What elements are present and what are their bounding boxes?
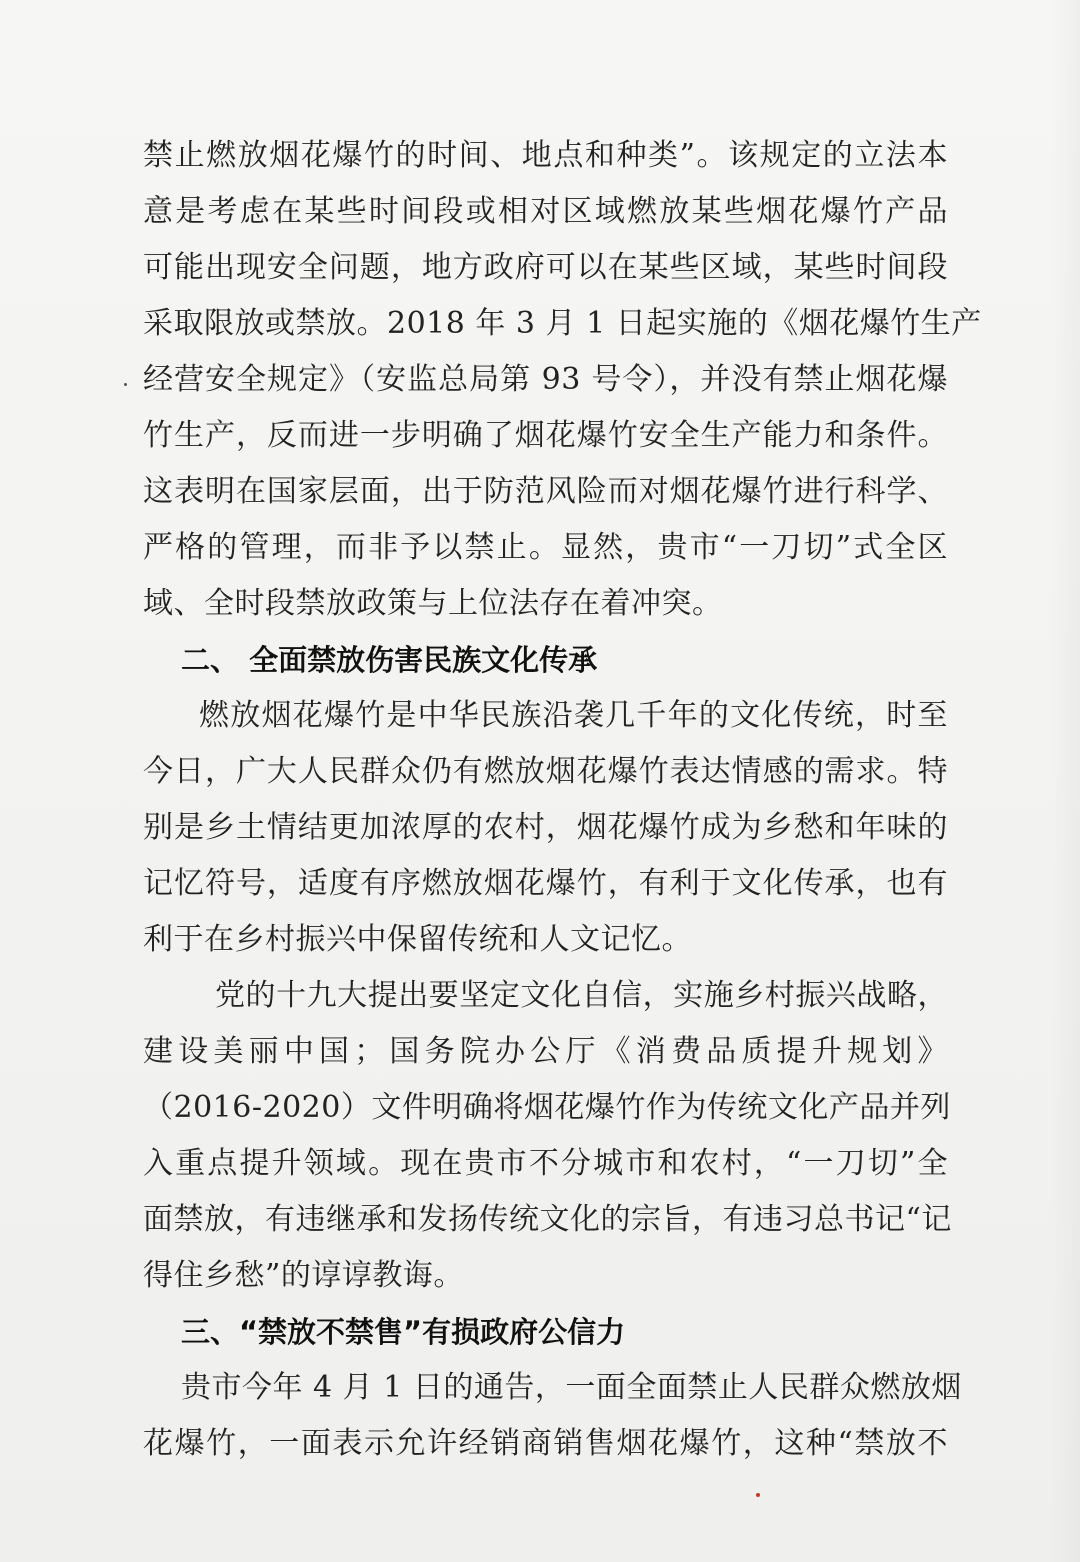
para3-line-6: 得住乡愁”的谆谆教诲。 (143, 1258, 464, 1293)
para2-line-2: 今日，广大人民群众仍有燃放烟花爆竹表达情感的需求。特 (143, 754, 948, 789)
para3-line-2: 建设美丽中国；国务院办公厅《消费品质提升规划》 (143, 1034, 948, 1069)
document-body (143, 128, 982, 1472)
body-line-4: 采取限放或禁放。2018 年 3 月 1 日起实施的《烟花爆竹生产 (143, 306, 982, 341)
red-ink-speck (756, 1493, 760, 1497)
para3-line-4: 入重点提升领域。现在贵市不分城市和农村，“一刀切”全 (143, 1146, 948, 1181)
para4-line-2: 花爆竹，一面表示允许经销商销售烟花爆竹，这种“禁放不 (143, 1426, 948, 1461)
body-line-2: 意是考虑在某些时间段或相对区域燃放某些烟花爆竹产品 (143, 194, 948, 229)
scan-speck (124, 383, 127, 386)
body-line-6: 竹生产，反而进一步明确了烟花爆竹安全生产能力和条件。 (143, 418, 948, 453)
body-line-3: 可能出现安全问题，地方政府可以在某些区域，某些时间段 (143, 250, 948, 285)
body-line-7: 这表明在国家层面，出于防范风险而对烟花爆竹进行科学、 (143, 474, 948, 509)
para3-line-5: 面禁放，有违继承和发扬传统文化的宗旨，有违习总书记“记 (143, 1202, 952, 1237)
body-line-5: 经营安全规定》（安监总局第 93 号令），并没有禁止烟花爆 (143, 362, 948, 397)
section-heading-2: 二、 全面禁放伤害民族文化传承 (181, 643, 598, 677)
body-line-9: 域、全时段禁放政策与上位法存在着冲突。 (143, 586, 723, 621)
para4-line-1: 贵市今年 4 月 1 日的通告，一面全面禁止人民群众燃放烟 (181, 1370, 962, 1405)
para2-line-4: 记忆符号，适度有序燃放烟花爆竹，有利于文化传承，也有 (143, 866, 948, 901)
body-line-8: 严格的管理，而非予以禁止。显然，贵市“一刀切”式全区 (143, 530, 948, 565)
section-heading-3: 三、“禁放不禁售”有损政府公信力 (181, 1315, 626, 1349)
body-line-1: 禁止燃放烟花爆竹的时间、地点和种类”。该规定的立法本 (143, 138, 948, 173)
para3-line-3: （2016-2020）文件明确将烟花爆竹作为传统文化产品并列 (143, 1090, 951, 1125)
para2-line-1: 燃放烟花爆竹是中华民族沿袭几千年的文化传统，时至 (199, 698, 948, 733)
page-edge-shadow (1050, 0, 1080, 1562)
para3-line-1: 党的十九大提出要坚定文化自信，实施乡村振兴战略， (215, 978, 948, 1013)
para2-line-5: 利于在乡村振兴中保留传统和人文记忆。 (143, 922, 692, 957)
para2-line-3: 别是乡土情结更加浓厚的农村，烟花爆竹成为乡愁和年味的 (143, 810, 948, 845)
